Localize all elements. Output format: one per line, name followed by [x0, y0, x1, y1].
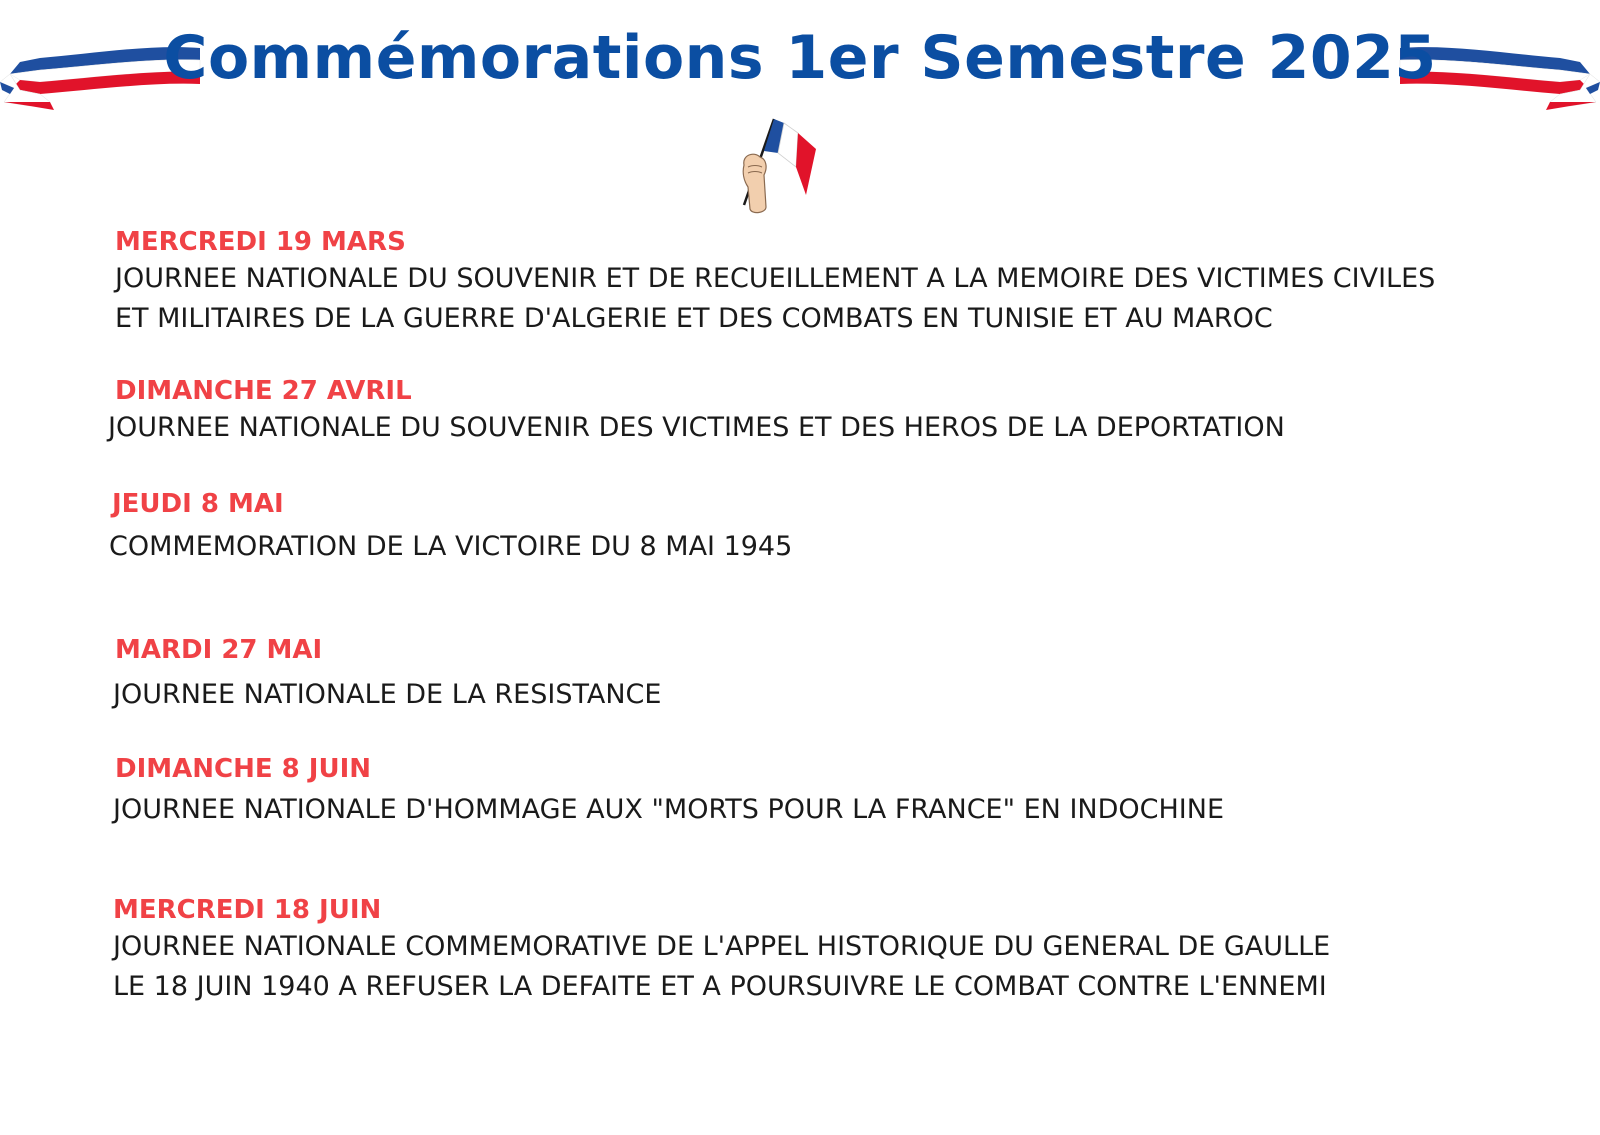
entry-date: MARDI 27 MAI — [115, 635, 323, 665]
entry-description — [113, 790, 1224, 830]
entry-description — [109, 527, 792, 567]
commemoration-entry-2 — [108, 374, 1285, 448]
entry-description-line: LE 18 JUIN 1940 A REFUSER LA DEFAITE ET A POURSUIVRE LE COMBAT CONTRE L'ENNEMI — [113, 971, 1327, 1002]
entry-date: JEUDI 8 MAI — [112, 489, 284, 519]
page-title: Commémorations 1er Semestre 2025 — [163, 23, 1437, 93]
entry-date: MERCREDI 18 JUIN — [113, 895, 382, 925]
entry-date: MERCREDI 19 MARS — [115, 227, 406, 257]
hand-holding-flag-icon — [740, 115, 830, 220]
entry-date: DIMANCHE 27 AVRIL — [115, 376, 412, 406]
commemoration-entry-6 — [113, 893, 1330, 1007]
entry-description — [108, 408, 1285, 448]
entry-description-line: JOURNEE NATIONALE DE LA RESISTANCE — [113, 679, 662, 710]
entry-description — [115, 259, 1435, 339]
entry-description-line: JOURNEE NATIONALE COMMEMORATIVE DE L'APPEL HISTORIQUE DU GENERAL DE GAULLE — [113, 931, 1331, 962]
entry-description-line: COMMEMORATION DE LA VICTOIRE DU 8 MAI 1945 — [109, 531, 793, 562]
commemoration-entry-3 — [109, 487, 792, 567]
entry-date: DIMANCHE 8 JUIN — [115, 754, 372, 784]
commemoration-entry-5 — [113, 752, 1224, 830]
entry-description-line: JOURNEE NATIONALE DU SOUVENIR ET DE RECUEILLEMENT A LA MEMOIRE DES VICTIMES CIVILES — [115, 263, 1436, 294]
commemoration-entry-1 — [115, 225, 1435, 339]
entry-description — [113, 675, 661, 715]
commemoration-entry-4 — [113, 633, 661, 715]
entry-description-line: JOURNEE NATIONALE DU SOUVENIR DES VICTIMES ET DES HEROS DE LA DEPORTATION — [108, 412, 1285, 443]
entry-description — [113, 927, 1330, 1007]
entry-description-line: JOURNEE NATIONALE D'HOMMAGE AUX "MORTS POUR LA FRANCE" EN INDOCHINE — [113, 794, 1225, 825]
entry-description-line: ET MILITAIRES DE LA GUERRE D'ALGERIE ET DES COMBATS EN TUNISIE ET AU MAROC — [115, 303, 1273, 334]
